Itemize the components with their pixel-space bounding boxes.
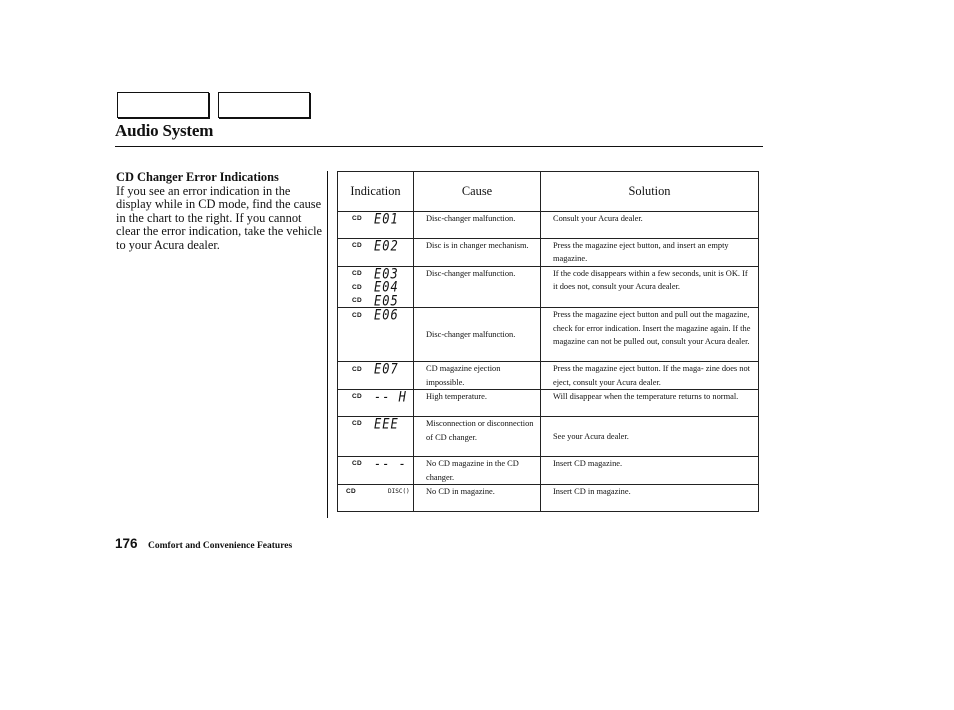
solution-cell: Insert CD magazine. xyxy=(541,457,759,485)
error-code: E03 xyxy=(374,265,399,282)
cd-label: CD xyxy=(352,215,362,223)
cd-label: CD xyxy=(352,270,362,278)
indication-cell xyxy=(338,362,414,390)
solution-cell: Will disappear when the temperature returns to normal. xyxy=(541,390,759,417)
table-row xyxy=(338,390,759,417)
disc-indicator: DISC() xyxy=(388,488,410,496)
cause-cell: CD magazine ejection impossible. xyxy=(414,362,541,390)
solution-cell: Press the magazine eject button, and insert an empty magazine. xyxy=(541,239,759,267)
indication-cell xyxy=(338,484,414,511)
cd-label: CD xyxy=(352,393,362,401)
indication-cell xyxy=(338,417,414,457)
solution-cell: Insert CD in magazine. xyxy=(541,484,759,511)
table-row xyxy=(338,308,759,362)
error-code: E06 xyxy=(374,307,399,324)
solution-cell: Press the magazine eject button. If the maga- zine does not eject, consult your Acura dealer. xyxy=(541,362,759,390)
nav-tab-1[interactable] xyxy=(117,92,209,118)
table-row xyxy=(338,417,759,457)
error-code: -- H xyxy=(374,388,407,405)
cd-label: CD xyxy=(352,460,362,468)
table-row xyxy=(338,484,759,511)
error-code: E01 xyxy=(374,210,399,227)
solution-cell: Consult your Acura dealer. xyxy=(541,212,759,239)
cause-cell: High temperature. xyxy=(414,390,541,417)
table-header-row xyxy=(338,172,759,212)
page-number: 176 xyxy=(115,536,138,551)
solution-cell: Press the magazine eject button and pull out the magazine, check for error indication. Insert the magazine again. If the magazine can not be pulled out, consult your Acura dealer. xyxy=(541,308,759,362)
cd-label: CD xyxy=(352,420,362,428)
table-row xyxy=(338,362,759,390)
error-code: E07 xyxy=(374,361,399,378)
intro-block xyxy=(116,171,328,253)
error-code: E04 xyxy=(374,279,399,296)
cd-label: CD xyxy=(352,311,362,319)
column-divider xyxy=(327,171,328,518)
footer-section-label: Comfort and Convenience Features xyxy=(148,541,293,551)
header-indication: Indication xyxy=(338,172,414,212)
table-row xyxy=(338,457,759,485)
indication-cell xyxy=(338,266,414,308)
title-divider xyxy=(115,146,763,147)
cause-cell: Disc-changer malfunction. xyxy=(414,308,541,362)
cause-cell: Disc-changer malfunction. xyxy=(414,266,541,308)
indication-cell xyxy=(338,390,414,417)
cause-cell: Disc is in changer mechanism. xyxy=(414,239,541,267)
indication-cell xyxy=(338,308,414,362)
cd-label: CD xyxy=(346,488,356,496)
table-row xyxy=(338,212,759,239)
cd-label: CD xyxy=(352,283,362,291)
cause-cell: Misconnection or disconnection of CD changer. xyxy=(414,417,541,457)
indication-cell xyxy=(338,457,414,485)
intro-body: If you see an error indication in the display while in CD mode, find the cause in the chart to the right. If you cannot clear the error indication, take the vehicle to your Acura dealer. xyxy=(116,183,323,252)
table-row xyxy=(338,266,759,308)
intro-heading: CD Changer Error Indications xyxy=(116,170,279,184)
cd-label: CD xyxy=(352,365,362,373)
error-code: E05 xyxy=(374,292,399,309)
table-row xyxy=(338,239,759,267)
error-code: -- - xyxy=(374,455,407,472)
indication-cell xyxy=(338,239,414,267)
cause-cell: No CD magazine in the CD changer. xyxy=(414,457,541,485)
error-code: E02 xyxy=(374,237,399,254)
solution-cell: See your Acura dealer. xyxy=(541,417,759,457)
cd-label: CD xyxy=(352,297,362,305)
indication-cell xyxy=(338,212,414,239)
cause-cell: No CD in magazine. xyxy=(414,484,541,511)
cause-cell: Disc-changer malfunction. xyxy=(414,212,541,239)
nav-tab-2[interactable] xyxy=(218,92,310,118)
header-solution: Solution xyxy=(541,172,759,212)
header-cause: Cause xyxy=(414,172,541,212)
cd-label: CD xyxy=(352,242,362,250)
solution-cell: If the code disappears within a few seconds, unit is OK. If it does not, consult your Acura dealer. xyxy=(541,266,759,308)
error-code: EEE xyxy=(374,415,399,432)
error-table xyxy=(337,171,759,512)
page-title: Audio System xyxy=(115,121,214,140)
